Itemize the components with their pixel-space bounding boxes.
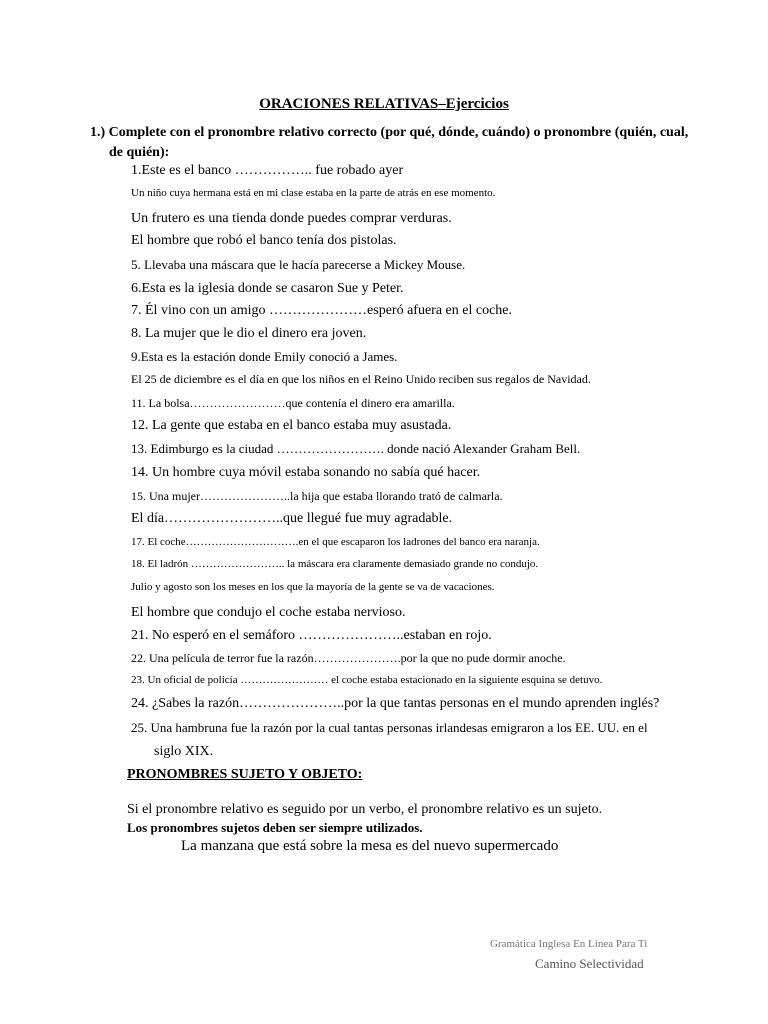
footer-tagline: Camino Selectividad <box>535 956 644 971</box>
exercise-item: 1.Este es el banco …………….. fue robado ayer <box>131 163 404 178</box>
exercise-item: 25. Una hambruna fue la razón por la cual tantas personas irlandesas emigraron a los EE. UU. en el <box>131 720 648 735</box>
exercise-item: 15. Una mujer…………………..la hija que estaba llorando trató de calmarla. <box>131 489 503 503</box>
exercise-item: Un niño cuya hermana está en mi clase estaba en la parte de atrás en ese momento. <box>131 187 496 199</box>
exercise-item: 14. Un hombre cuya móvil estaba sonando no sabía qué hacer. <box>131 465 481 480</box>
footer-site-name: Gramática Inglesa En Línea Para Ti <box>490 938 648 950</box>
exercise-item: Julio y agosto son los meses en los que la mayoría de la gente se va de vacaciones. <box>131 581 495 593</box>
exercise-item: 7. Él vino con un amigo …………………esperó afuera en el coche. <box>131 303 513 318</box>
exercise-item: 18. El ladrón …………………….. la máscara era claramente demasiado grande no condujo. <box>131 558 539 570</box>
title-main: ORACIONES RELATIVAS <box>259 96 439 112</box>
exercise-item: 11. La bolsa……………………que contenía el dinero era amarilla. <box>131 396 455 410</box>
exercise-item: El 25 de diciembre es el día en que los niños en el Reino Unido reciben sus regalos de Navidad. <box>131 372 591 386</box>
instructions-line-2: de quién): <box>109 145 170 160</box>
exercise-item: 8. La mujer que le dio el dinero era joven. <box>131 326 367 341</box>
section-paragraph: Si el pronombre relativo es seguido por un verbo, el pronombre relativo es un sujeto. <box>127 802 603 817</box>
exercise-item: 21. No esperó en el semáforo …………………..estaban en rojo. <box>131 628 492 643</box>
section-heading: PRONOMBRES SUJETO Y OBJETO: <box>127 767 363 782</box>
title-sub: Ejercicios <box>445 96 509 112</box>
instructions-line-1: 1.) Complete con el pronombre relativo correcto (por qué, dónde, cuándo) o pronombre (quién, cual, <box>90 125 689 140</box>
exercise-item: 6.Esta es la iglesia donde se casaron Sue y Peter. <box>131 281 404 296</box>
section-note: Los pronombres sujetos deben ser siempre utilizados. <box>127 820 423 835</box>
exercise-item: 24. ¿Sabes la razón…………………..por la que tantas personas en el mundo aprenden inglés? <box>131 696 660 711</box>
exercise-item: 22. Una película de terror fue la razón………………….por la que no pude dormir anoche. <box>131 651 566 665</box>
exercise-item: El hombre que condujo el coche estaba nervioso. <box>131 605 406 620</box>
example-sentence: La manzana que está sobre la mesa es del nuevo supermercado <box>181 838 559 854</box>
exercise-item: 9.Esta es la estación donde Emily conoció a James. <box>131 349 398 364</box>
exercise-item: 23. Un oficial de policía …………………… el coche estaba estacionado en la siguiente esquina se detuvo. <box>131 674 603 686</box>
document-title <box>0 96 768 113</box>
exercise-item: 17. El coche………………………….en el que escaparon los ladrones del banco era naranja. <box>131 536 540 548</box>
exercise-item: siglo XIX. <box>154 744 214 759</box>
exercise-item: 13. Edimburgo es la ciudad ……………………. donde nació Alexander Graham Bell. <box>131 441 581 456</box>
exercise-item: 12. La gente que estaba en el banco estaba muy asustada. <box>131 418 452 433</box>
exercise-item: Un frutero es una tienda donde puedes comprar verduras. <box>131 211 452 226</box>
exercise-item: 5. Llevaba una máscara que le hacía parecerse a Mickey Mouse. <box>131 257 466 272</box>
exercise-item: El hombre que robó el banco tenía dos pistolas. <box>131 233 397 248</box>
exercise-item: El día……………………..que llegué fue muy agradable. <box>131 511 453 526</box>
title-dash: – <box>438 96 446 112</box>
